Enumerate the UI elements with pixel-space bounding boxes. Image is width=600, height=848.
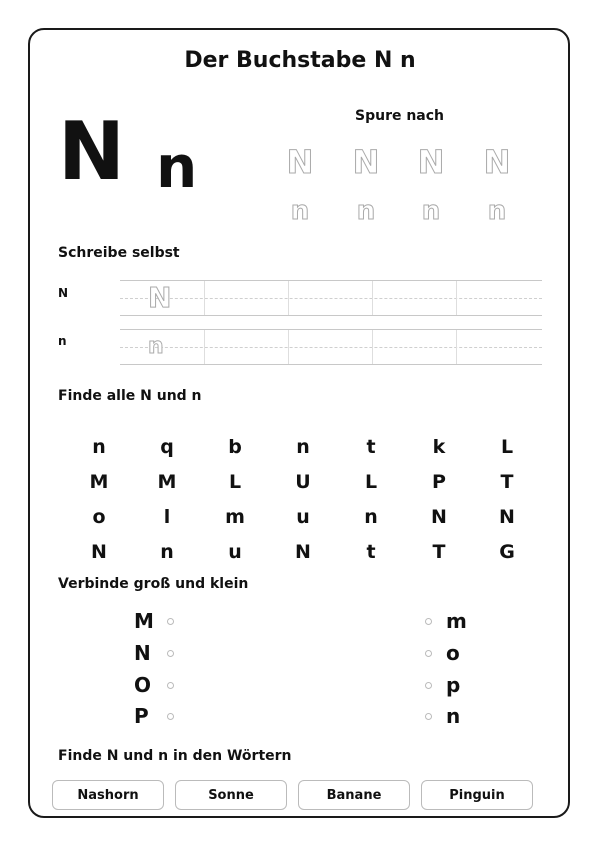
grid-letter[interactable]: N (91, 541, 107, 563)
grid-letter[interactable]: N (499, 506, 515, 528)
grid-letter[interactable]: n (92, 436, 106, 458)
grid-letter[interactable]: n (296, 436, 310, 458)
grid-letter[interactable]: L (364, 471, 378, 493)
grid-letter[interactable]: P (432, 471, 446, 493)
big-lowercase-letter: n (156, 133, 198, 201)
writing-line[interactable] (120, 280, 542, 316)
word-button-nashorn[interactable]: Nashorn (52, 780, 164, 810)
grid-letter[interactable]: o (92, 506, 106, 528)
trace-lower-letter: n (421, 196, 441, 226)
word-button-banane[interactable]: Banane (298, 780, 410, 810)
writing-divider (288, 281, 289, 315)
match-right-letter: p (446, 673, 461, 697)
grid-letter[interactable]: N (431, 506, 447, 528)
match-right-letter: n (446, 704, 461, 728)
writing-midline (120, 298, 542, 299)
grid-letter[interactable]: N (295, 541, 311, 563)
match-right-dot[interactable] (425, 618, 432, 625)
writing-divider (204, 281, 205, 315)
trace-upper-letter: N (483, 143, 511, 181)
writing-divider (372, 281, 373, 315)
grid-letter[interactable]: T (432, 541, 446, 563)
match-right-letter: m (446, 609, 467, 633)
grid-letter[interactable]: u (296, 506, 310, 528)
match-heading: Verbinde groß und klein (58, 576, 249, 592)
write-heading: Schreibe selbst (58, 245, 180, 261)
page-title: Der Buchstabe N n (184, 48, 416, 73)
grid-letter[interactable]: n (364, 506, 378, 528)
grid-letter[interactable]: L (500, 436, 514, 458)
grid-letter[interactable]: k (432, 436, 446, 458)
match-left-letter: P (134, 704, 149, 728)
grid-letter[interactable]: u (228, 541, 242, 563)
trace-lower-letter: n (487, 196, 507, 226)
trace-lower-letter: n (290, 196, 310, 226)
match-left-letter: M (134, 609, 154, 633)
match-left-letter: O (134, 673, 152, 697)
match-left-dot[interactable] (167, 682, 174, 689)
writing-midline (120, 347, 542, 348)
writing-divider (288, 330, 289, 364)
grid-letter[interactable]: m (225, 506, 245, 528)
writing-line[interactable] (120, 329, 542, 365)
big-uppercase-letter: N (58, 105, 125, 198)
grid-letter[interactable]: G (499, 541, 515, 563)
match-right-dot[interactable] (425, 650, 432, 657)
writing-divider (204, 330, 205, 364)
grid-letter[interactable]: n (160, 541, 174, 563)
grid-letter[interactable]: l (163, 506, 171, 528)
match-right-dot[interactable] (425, 682, 432, 689)
writing-sample-letter: n (148, 334, 164, 359)
grid-letter[interactable]: M (157, 471, 177, 493)
grid-letter[interactable]: U (295, 471, 311, 493)
match-left-letter: N (134, 641, 151, 665)
write-row-label: n (58, 334, 67, 348)
word-button-sonne[interactable]: Sonne (175, 780, 287, 810)
words-heading: Finde N und n in den Wörtern (58, 748, 292, 764)
writing-divider (372, 330, 373, 364)
writing-sample-letter: N (148, 281, 172, 314)
grid-letter[interactable]: q (160, 436, 174, 458)
write-row-label: N (58, 286, 69, 300)
trace-upper-letter: N (417, 143, 445, 181)
match-right-dot[interactable] (425, 713, 432, 720)
trace-upper-letter: N (286, 143, 314, 181)
match-left-dot[interactable] (167, 650, 174, 657)
grid-letter[interactable]: M (89, 471, 109, 493)
trace-upper-letter: N (352, 143, 380, 181)
writing-divider (456, 330, 457, 364)
trace-heading: Spure nach (355, 108, 445, 124)
word-button-pinguin[interactable]: Pinguin (421, 780, 533, 810)
find-heading: Finde alle N und n (58, 388, 202, 404)
grid-letter[interactable]: b (228, 436, 242, 458)
trace-lower-letter: n (356, 196, 376, 226)
match-left-dot[interactable] (167, 618, 174, 625)
grid-letter[interactable]: t (366, 436, 376, 458)
writing-divider (456, 281, 457, 315)
grid-letter[interactable]: T (500, 471, 514, 493)
match-left-dot[interactable] (167, 713, 174, 720)
grid-letter[interactable]: L (228, 471, 242, 493)
grid-letter[interactable]: t (366, 541, 376, 563)
match-right-letter: o (446, 641, 460, 665)
